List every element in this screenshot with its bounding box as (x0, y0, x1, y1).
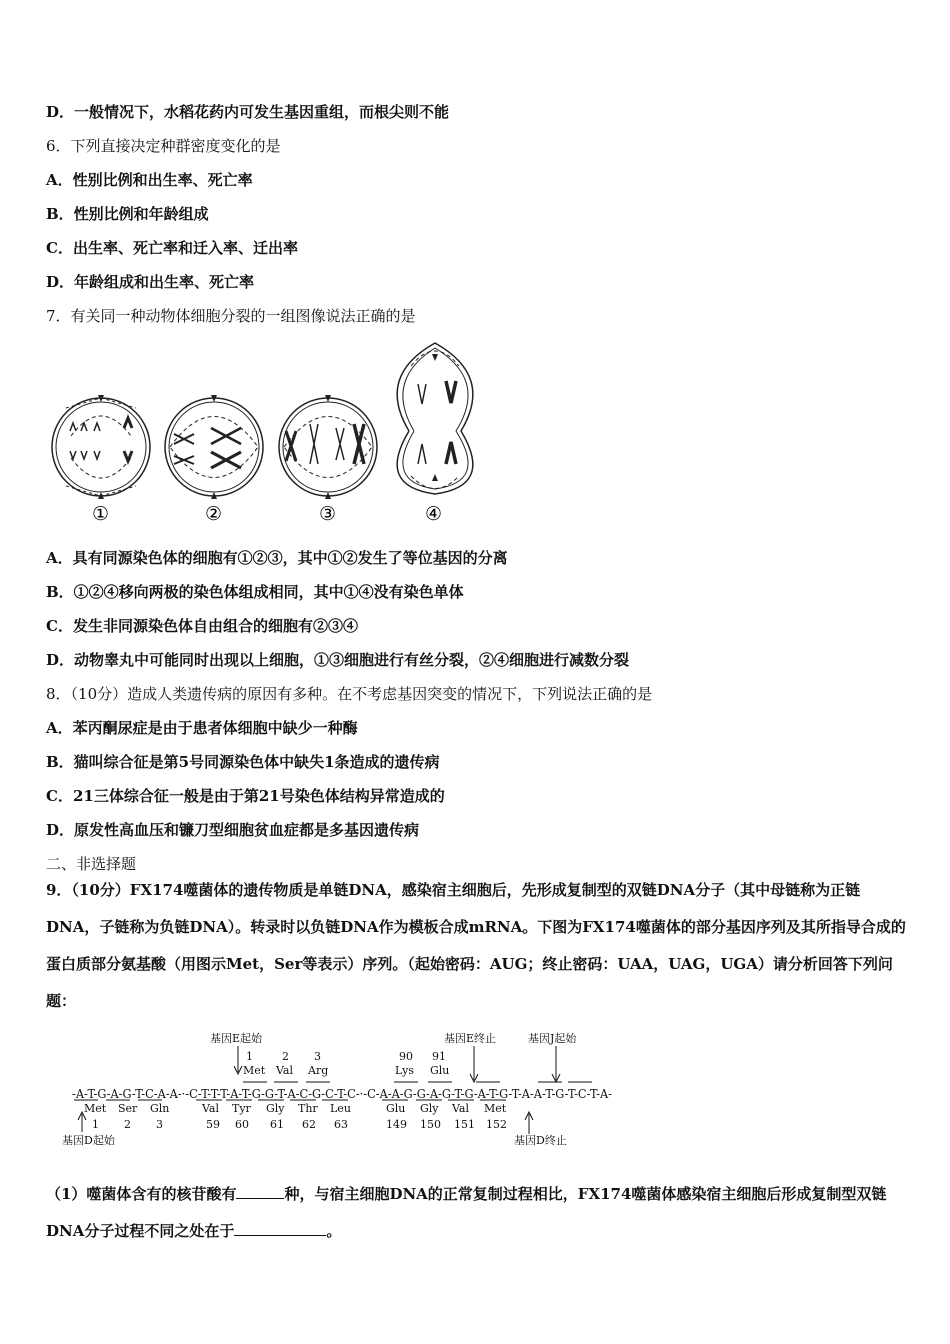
figure-label-3: ③ (319, 503, 337, 525)
gene-j-start-label: 基因J起始 (528, 1032, 577, 1045)
top-aa-val: Val (276, 1064, 294, 1077)
q5-option-d: D．一般情况下，水稻花药内可发生基因重组，而根尖则不能 (46, 103, 450, 121)
q9-sub1-part-b: 种，与宿主细胞DNA的正常复制过程相比，FX174噬菌体感染宿主细胞后形成复制型双链DNA分子过程不同之处在于 (46, 1185, 887, 1240)
bottom-num-151: 151 (454, 1118, 475, 1131)
gene-sequence-figure (62, 1030, 622, 1148)
bottom-num-2: 2 (124, 1118, 131, 1131)
q7-option-a: A．具有同源染色体的细胞有①②③，其中①②发生了等位基因的分离 (46, 549, 508, 567)
q9-sub1-part-c: 。 (326, 1222, 342, 1240)
top-num-1: 1 (246, 1050, 253, 1063)
bottom-aa-met: Met (84, 1102, 107, 1115)
q8-option-c: C．21三体综合征一般是由于第21号染色体结构异常造成的 (46, 787, 445, 805)
q9-subquestion-1 (46, 1176, 908, 1250)
bottom-aa-thr: Thr (298, 1102, 318, 1115)
bottom-num-62: 62 (302, 1118, 316, 1131)
bottom-num-149: 149 (386, 1118, 407, 1131)
figure-label-2: ② (205, 503, 223, 525)
bottom-num-1: 1 (92, 1118, 99, 1131)
bottom-aa-leu: Leu (330, 1102, 351, 1115)
cell-2 (165, 398, 263, 496)
q8-option-a: A．苯丙酮尿症是由于患者体细胞中缺少一种酶 (46, 719, 358, 737)
top-num-2: 2 (282, 1050, 289, 1063)
bottom-aa-glu: Glu (386, 1102, 406, 1115)
q6-option-a: A．性别比例和出生率、死亡率 (46, 171, 253, 189)
q8-option-d: D．原发性高血压和镰刀型细胞贫血症都是多基因遗传病 (46, 821, 420, 839)
bottom-aa-gly-2: Gly (420, 1102, 439, 1115)
figure-label-4: ④ (425, 503, 443, 525)
dna-sequence: -A-T-G-A-G-T-C-A-A-·-C-T-T-T-A-T-G-G-T-A-C-G-C-T-C-·-C-A-A-G-G-A-G-T-G-A-T-G-T-A-A-T-G-T-C-T-A- (72, 1087, 612, 1101)
top-aa-arg: Arg (308, 1064, 329, 1077)
q6-option-d: D．年龄组成和出生率、死亡率 (46, 273, 255, 291)
q9-sub1-part-a: （1）噬菌体含有的核苷酸有 (46, 1185, 237, 1203)
answer-blank-1[interactable] (236, 1184, 284, 1199)
bottom-num-3: 3 (156, 1118, 163, 1131)
q6-stem: 6．下列直接决定种群密度变化的是 (46, 137, 281, 155)
q7-option-d: D．动物睾丸中可能同时出现以上细胞，①③细胞进行有丝分裂，②④细胞进行减数分裂 (46, 651, 630, 669)
top-num-90: 90 (399, 1050, 413, 1063)
cell-4 (397, 343, 473, 494)
top-num-3: 3 (314, 1050, 321, 1063)
q7-option-b: B．①②④移向两极的染色体组成相同，其中①④没有染色单体 (46, 583, 464, 601)
bottom-num-152: 152 (486, 1118, 507, 1131)
top-aa-lys: Lys (395, 1064, 414, 1077)
cell-division-figure (46, 336, 496, 531)
bottom-aa-val-2: Val (452, 1102, 470, 1115)
bottom-num-63: 63 (334, 1118, 348, 1131)
top-aa-met: Met (243, 1064, 266, 1077)
gene-e-start-label: 基因E起始 (210, 1032, 263, 1045)
q6-option-b: B．性别比例和年龄组成 (46, 205, 209, 223)
bottom-aa-ser: Ser (118, 1102, 138, 1115)
bottom-num-59: 59 (206, 1118, 220, 1131)
q8-stem: 8．（10分）造成人类遗传病的原因有多种。在不考虑基因突变的情况下，下列说法正确的是 (46, 685, 653, 703)
bottom-aa-gly: Gly (266, 1102, 285, 1115)
q7-option-c: C．发生非同源染色体自由组合的细胞有②③④ (46, 617, 358, 635)
gene-d-start-label: 基因D起始 (62, 1134, 115, 1147)
bottom-aa-val: Val (202, 1102, 220, 1115)
q7-stem: 7．有关同一种动物体细胞分裂的一组图像说法正确的是 (46, 307, 416, 325)
q6-option-c: C．出生率、死亡率和迁入率、迁出率 (46, 239, 298, 257)
bottom-num-150: 150 (420, 1118, 441, 1131)
gene-d-end-label: 基因D终止 (514, 1134, 567, 1147)
q9-stem: 9．（10分）FX174噬菌体的遗传物质是单链DNA，感染宿主细胞后，先形成复制型的双链DNA分子（其中母链称为正链DNA，子链称为负链DNA）。转录时以负链DNA作为模板合成mRNA。下图为FX174噬菌体的部分基因序列及其所指导合成的蛋白质部分氨基酸（用图示Met，Ser等表示）序列。（起始密码：AUG；终止密码：UAA，UAG，UGA）请分析回答下列问题： (46, 881, 906, 1010)
section-heading: 二、非选择题 (46, 855, 137, 873)
bottom-aa-tyr: Tyr (232, 1102, 251, 1115)
gene-e-end-label: 基因E终止 (444, 1032, 497, 1045)
cell-1 (52, 398, 150, 496)
cell-3 (279, 398, 377, 496)
top-aa-glu: Glu (430, 1064, 450, 1077)
answer-blank-2[interactable] (234, 1221, 326, 1236)
q8-option-b: B．猫叫综合征是第5号同源染色体中缺失1条造成的遗传病 (46, 753, 440, 771)
bottom-aa-gln: Gln (150, 1102, 170, 1115)
top-num-91: 91 (432, 1050, 446, 1063)
bottom-num-61: 61 (270, 1118, 284, 1131)
bottom-aa-met-2: Met (484, 1102, 507, 1115)
figure-label-1: ① (92, 503, 110, 525)
bottom-num-60: 60 (235, 1118, 249, 1131)
